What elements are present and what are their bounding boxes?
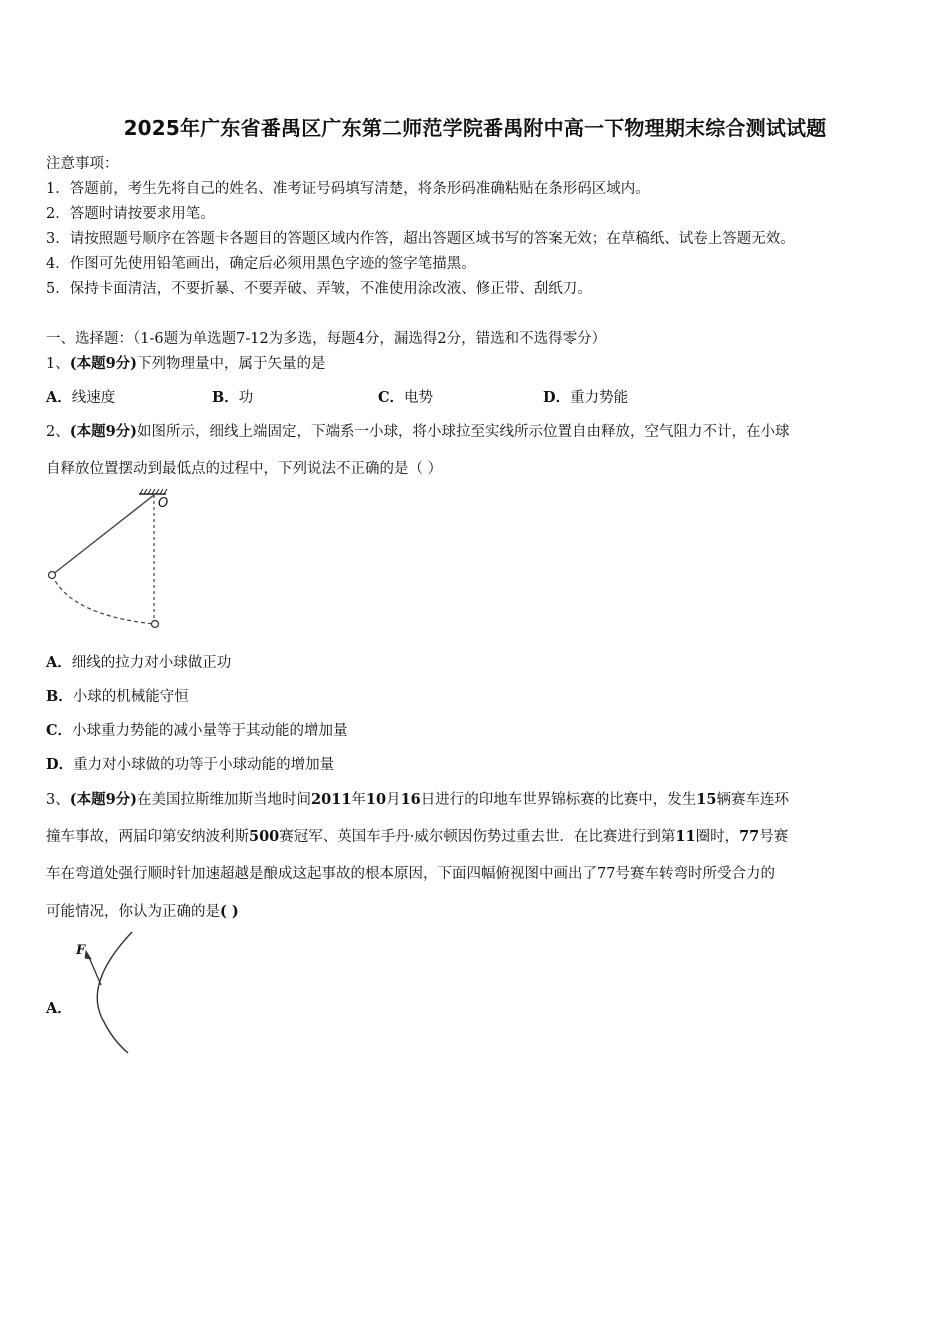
- notice-item: 2．答题时请按要求用笔。: [46, 206, 215, 222]
- q2-option-d: D．重力对小球做的功等于小球动能的增加量: [46, 756, 335, 773]
- page-title: 2025年广东省番禺区广东第二师范学院番禺附中高一下物理期末综合测试试题: [123, 116, 827, 140]
- question-number: 2、: [46, 424, 70, 440]
- question-score: (本题9分): [69, 791, 138, 808]
- question-text: 如图所示，细线上端固定，下端系一小球，将小球拉至实线所示位置自由释放，空气阻力不计，在小球: [137, 424, 790, 440]
- notice-item: 5．保持卡面清洁，不要折暴、不要弄破、弄皱，不准使用涂改液、修正带、刮纸刀。: [46, 281, 592, 297]
- q2-option-c: C．小球重力势能的减小量等于其动能的增加量: [46, 722, 348, 739]
- notice-item: 4．作图可先使用铅笔画出，确定后必须用黑色字迹的签字笔描黑。: [46, 256, 476, 272]
- question-3-line4: 可能情况，你认为正确的是( ): [46, 903, 239, 920]
- q3-option-a-label: A．: [46, 1000, 72, 1017]
- q1-option-d: D．重力势能: [543, 389, 629, 406]
- q2-option-b: B．小球的机械能守恒: [46, 688, 189, 705]
- q1-option-a: A．线速度: [46, 389, 116, 406]
- question-text: 下列物理量中，属于矢量的是: [137, 356, 326, 372]
- section-heading: 一、选择题：（1-6题为单选题7-12为多选，每题4分，漏选得2分，错选和不选得零分）: [46, 331, 607, 347]
- question-number: 3、: [46, 792, 70, 808]
- question-3: 3、(本题9分)在美国拉斯维加斯当地时间2011年10月16日进行的印地车世界锦标赛的比赛中，发生15辆赛车连环: [46, 791, 789, 808]
- q2-option-a: A．细线的拉力对小球做正功: [46, 654, 232, 671]
- q1-option-c: C．电势: [378, 389, 434, 406]
- question-number: 1、: [46, 356, 70, 372]
- pivot-label: O: [158, 496, 169, 511]
- q1-option-b: B．功: [212, 389, 254, 406]
- question-score: (本题9分): [69, 355, 138, 372]
- notice-item: 3．请按照题号顺序在答题卡各题目的答题区域内作答，超出答题区域书写的答案无效；在草稿纸、试卷上答题无效。: [46, 231, 795, 247]
- question-2-line2: 自释放位置摆动到最低点的过程中，下列说法不正确的是（ ）: [46, 461, 443, 477]
- question-3-line2: 撞车事故，两届印第安纳波利斯500赛冠军、英国车手丹·威尔顿因伤势过重去世．在比赛进行到第11圈时，77号赛: [46, 828, 789, 845]
- notice-heading: 注意事项：: [46, 156, 119, 172]
- question-3-line3: 车在弯道处强行顺时针加速超越是酿成这起事故的根本原因，下面四幅俯视图中画出了77号赛车转弯时所受合力的: [46, 866, 775, 882]
- notice-item: 1．答题前，考生先将自己的姓名、准考证号码填写清楚，将条形码准确粘贴在条形码区域内。: [46, 181, 650, 197]
- question-score: (本题9分): [69, 423, 138, 440]
- force-label: F: [76, 943, 86, 958]
